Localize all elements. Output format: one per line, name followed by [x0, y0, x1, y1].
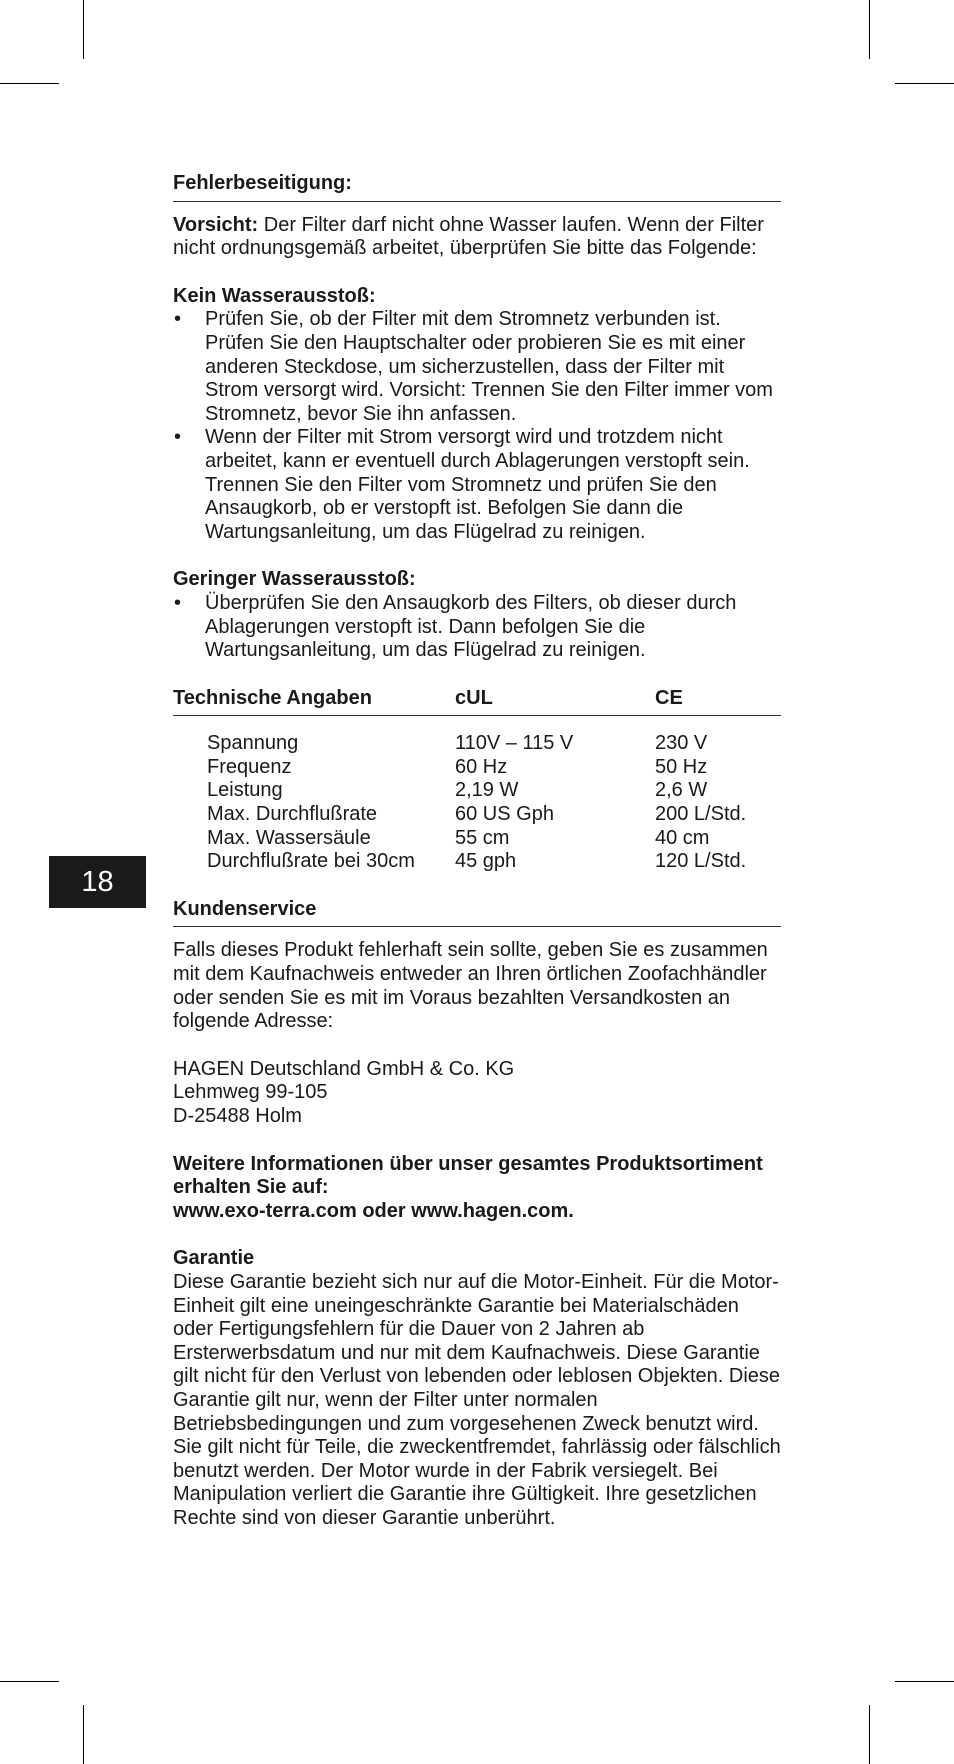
spec-ce-value: 230 V: [655, 732, 708, 755]
spec-ce-value: 120 L/Std.: [655, 850, 747, 873]
table-row: [173, 803, 781, 827]
specs-header-ce: CE: [655, 686, 683, 709]
table-row: [173, 827, 781, 851]
crop-mark-top-right-h: [895, 83, 954, 84]
address-line: Lehmweg 99-105: [173, 1081, 328, 1104]
no-output-heading: Kein Wasserausstoß:: [173, 284, 376, 307]
warranty-text: Diese Garantie bezieht sich nur auf die Motor-Einheit. Für die Motor-Einheit gilt eine uneingeschränkte Garantie bei Materialschäden oder Fertigungsfehlern für die Dauer von 2 Jahren ab Ersterwerbsdatum und nur mit dem Kaufnachweis. Diese Garantie gilt nicht für den Verlust von lebenden oder leblosen Objekten. Diese Garantie gilt nur, wenn der Filter unter normalen Betriebsbedingungen und zum vorgesehenen Zweck benutzt wird. Sie gilt nicht für Teile, die zweckentfremdet, fahrlässig oder fälschlich benutzt werden. Der Motor wurde in der Fabrik versiegelt. Bei Manipulation verliert die Garantie ihre Gültigkeit. Ihre gesetzlichen Rechte sind von dieser Garantie unberührt.: [173, 1270, 781, 1529]
spec-label: Max. Durchflußrate: [207, 803, 378, 826]
troubleshooting-heading: Fehlerbeseitigung:: [173, 172, 781, 202]
low-output-list: [173, 592, 781, 663]
low-output-heading: Geringer Wasserausstoß:: [173, 568, 416, 591]
address-line: HAGEN Deutschland GmbH & Co. KG: [173, 1057, 515, 1080]
more-info-text: Weitere Informationen über unser gesamtes Produktsortiment erhalten Sie auf:: [173, 1152, 763, 1199]
specs-header-label: Technische Angaben: [173, 686, 372, 709]
list-item: • Wenn der Filter mit Strom versorgt wird und trotzdem nicht arbeitet, kann er eventuell durch Ablagerungen verstopft sein. Trennen Sie den Filter vom Stromnetz und prüfen Sie den Ansaugkorb, ob er verstopft ist. Befolgen Sie dann die Wartungsanleitung, um das Flügelrad zu reinigen.: [173, 426, 781, 544]
table-row: [173, 756, 781, 780]
spec-label: Frequenz: [207, 755, 292, 778]
service-text: Falls dieses Produkt fehlerhaft sein sollte, geben Sie es zusammen mit dem Kaufnachweis entweder an Ihren örtlichen Zoofachhändler oder senden Sie es mit im Voraus bezahlten Versandkosten an folgende Adresse:: [173, 939, 768, 1033]
spec-ce-value: 50 Hz: [655, 755, 708, 778]
crop-mark-bottom-left-h: [0, 1681, 59, 1682]
caution-text: Der Filter darf nicht ohne Wasser laufen. Wenn der Filter nicht ordnungsgemäß arbeitet, überprüfen Sie bitte das Folgende:: [173, 213, 764, 260]
warranty-heading: Garantie: [173, 1247, 255, 1270]
crop-mark-bottom-right-v: [869, 1705, 870, 1764]
caution-label: Vorsicht:: [173, 213, 259, 236]
table-row: [173, 732, 781, 756]
caution-paragraph: [173, 214, 781, 261]
specs-header-cul: cUL: [455, 686, 493, 709]
page-number: 18: [81, 865, 114, 898]
spec-label: Spannung: [207, 732, 299, 755]
spec-ce-value: 2,6 W: [655, 779, 708, 802]
crop-mark-top-left-h: [0, 83, 59, 84]
list-item: • Prüfen Sie, ob der Filter mit dem Stromnetz verbunden ist. Prüfen Sie den Hauptschalter oder probieren Sie es mit einer anderen Steckdose, um sicherzustellen, dass der Filter mit Strom versorgt wird. Vorsicht: Trennen Sie den Filter immer vom Stromnetz, bevor Sie ihn anfassen.: [173, 308, 781, 426]
spec-label: Max. Wassersäule: [207, 826, 371, 849]
spec-label: Leistung: [207, 779, 283, 802]
websites-text: www.exo-terra.com oder www.hagen.com.: [173, 1199, 574, 1222]
specs-header-row: [173, 687, 781, 717]
crop-mark-top-left-v: [83, 0, 84, 59]
page-number-tab: [49, 856, 146, 908]
manual-content: [173, 172, 781, 1531]
service-heading: Kundenservice: [173, 898, 781, 928]
no-output-list: [173, 308, 781, 544]
spec-ce-value: 200 L/Std.: [655, 803, 747, 826]
table-row: [173, 779, 781, 803]
spec-cul-value: 2,19 W: [455, 779, 519, 802]
spec-cul-value: 110V – 115 V: [455, 732, 574, 755]
spec-ce-value: 40 cm: [655, 826, 710, 849]
list-item: • Überprüfen Sie den Ansaugkorb des Filters, ob dieser durch Ablagerungen verstopft ist. Dann befolgen Sie die Wartungsanleitung, um das Flügelrad zu reinigen.: [173, 592, 781, 663]
crop-mark-top-right-v: [869, 0, 870, 59]
spec-cul-value: 45 gph: [455, 850, 517, 873]
crop-mark-bottom-left-v: [83, 1705, 84, 1764]
specs-table: [173, 716, 781, 874]
address-line: D-25488 Holm: [173, 1105, 302, 1127]
spec-cul-value: 55 cm: [455, 826, 510, 849]
spec-cul-value: 60 Hz: [455, 755, 508, 778]
spec-label: Durchflußrate bei 30cm: [207, 850, 415, 873]
crop-mark-bottom-right-h: [895, 1681, 954, 1682]
spec-cul-value: 60 US Gph: [455, 803, 554, 826]
table-row: [173, 850, 781, 874]
